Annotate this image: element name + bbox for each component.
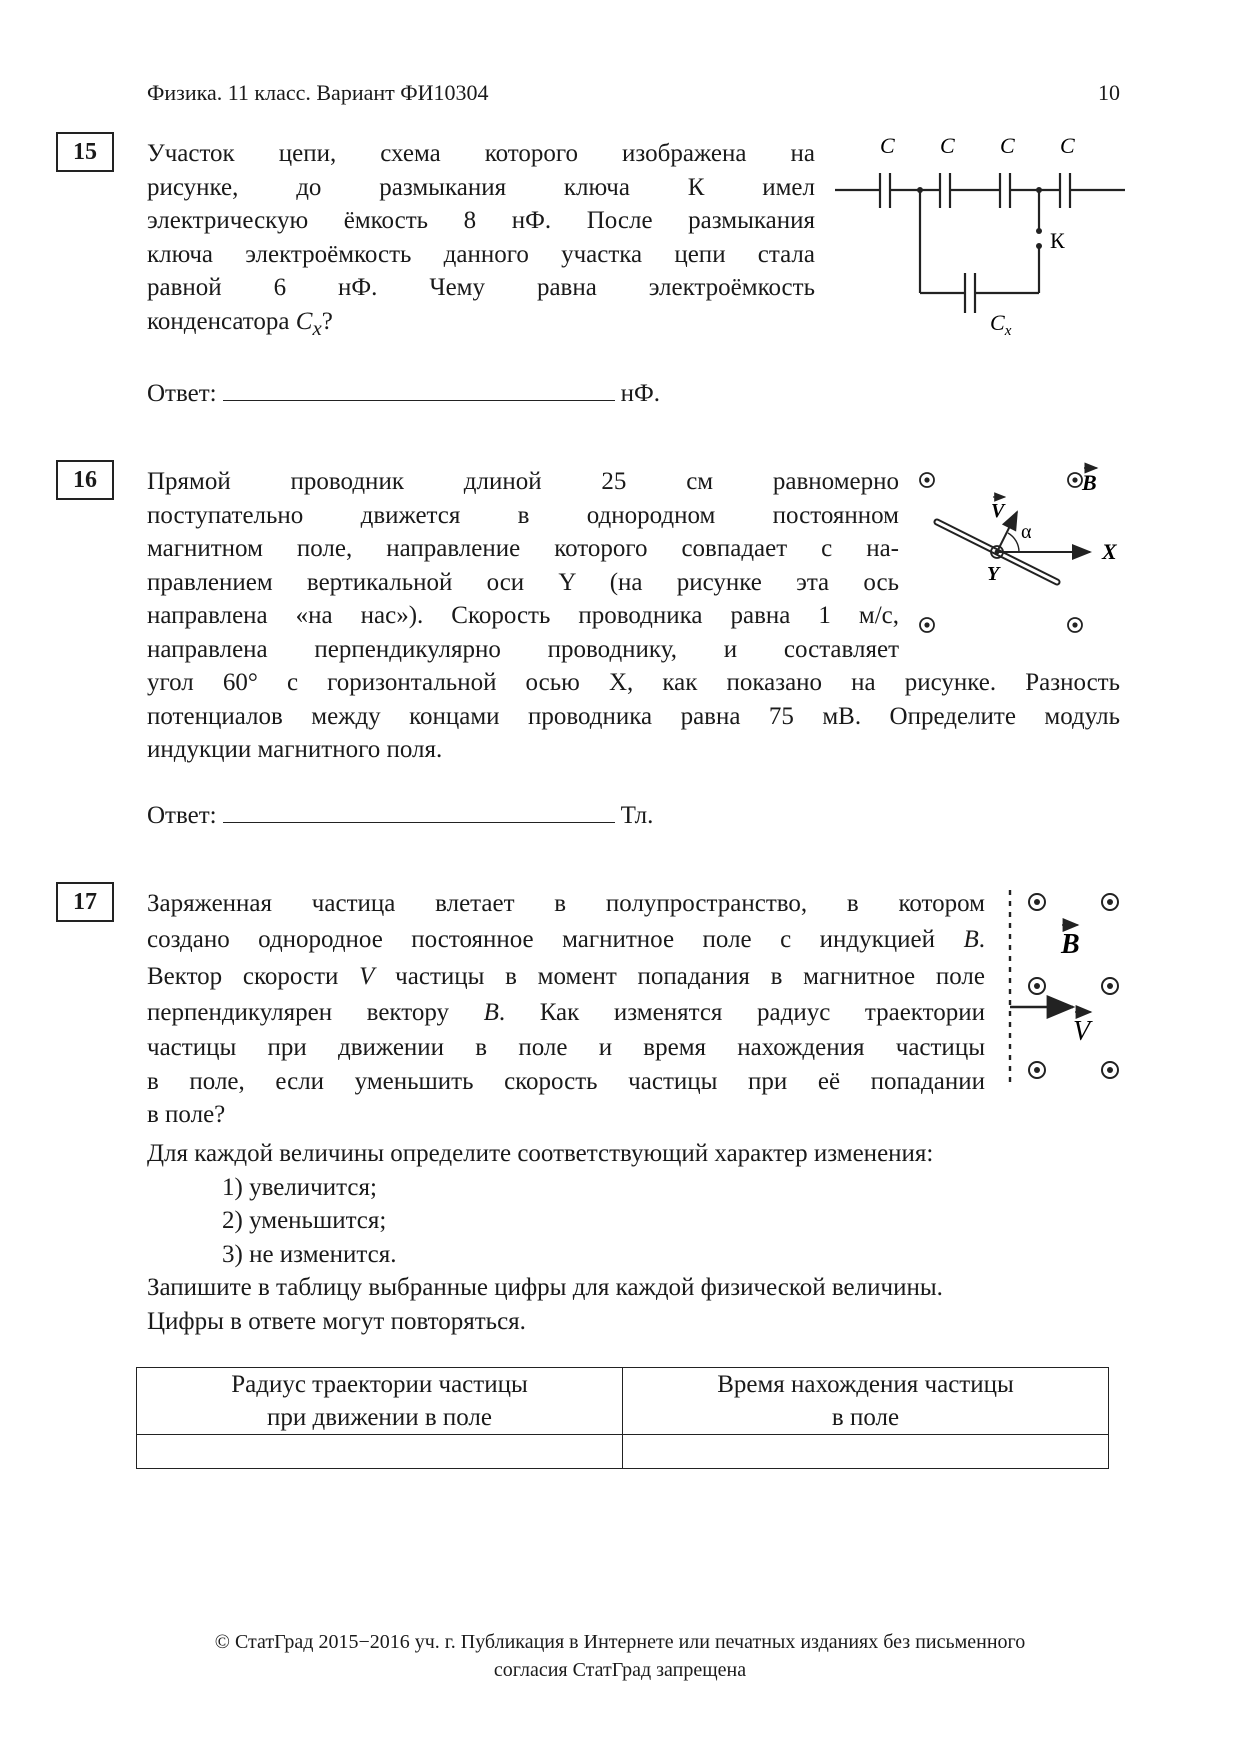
v-label: V <box>1073 1016 1091 1047</box>
q15-answer-line: Ответ: нФ. <box>147 380 660 407</box>
q17-line-7: в поле? <box>147 1101 226 1128</box>
footer-line-2: согласия СтатГрад запрещена <box>493 1659 747 1681</box>
answer-cell-radius[interactable] <box>137 1435 623 1469</box>
q16-line-7: угол 60° с горизонтальной осью X, как показано на рисунке. Разность <box>147 669 1120 696</box>
question-17-text-top <box>147 887 985 1132</box>
b-label: B <box>1061 929 1080 960</box>
q17-note-1: Запишите в таблицу выбранные цифры для каждой физической величины. <box>147 1274 943 1301</box>
q17-option-1: 1) увеличится; <box>222 1173 377 1201</box>
q16-line-3: магнитном поле, направление которого совпадает с на- <box>147 535 899 562</box>
cap-label-3: C <box>1000 133 1015 158</box>
table-header-radius: Радиус траектории частицы при движении в поле <box>137 1368 623 1435</box>
q16-line-8: потенциалов между концами проводника равна 75 мВ. Определите модуль <box>147 702 1120 730</box>
question-17-number: 17 <box>56 882 114 922</box>
q15-line-2: рисунке, до размыкания ключа К имел <box>147 173 815 201</box>
q16-line-1: Прямой проводник длиной 25 см равномерно <box>147 468 899 495</box>
q16-line-5: направлена «на нас»). Скорость проводника равна 1 м/с, <box>147 602 899 629</box>
q16-line-4: правлением вертикальной оси Y (на рисунке эта ось <box>147 568 899 596</box>
q17-line-1: Заряженная частица влетает в полупространство, в котором <box>147 890 985 917</box>
v-label: V <box>991 500 1005 522</box>
x-axis-label: X <box>1102 539 1117 564</box>
cap-label-2: C <box>940 133 955 158</box>
question-15-number: 15 <box>56 132 114 172</box>
q15-line-6: конденсатора $C_x$? <box>147 307 333 340</box>
question-16-number: 16 <box>56 460 114 500</box>
question-15-text <box>147 137 815 345</box>
cx-label: $C_x$ <box>990 310 1012 339</box>
q17-line-5: частицы при движении в поле и время нахождения частицы <box>147 1034 985 1061</box>
page-number: 10 <box>1098 80 1120 105</box>
q17-instruction: Для каждой величины определите соответствующий характер изменения: <box>147 1140 934 1167</box>
footer-line-1: © СтатГрад 2015−2016 уч. г. Публикация в Интернете или печатных изданиях без письменного <box>214 1631 1026 1653</box>
q15-line-4: ключа электроёмкость данного участка цепи стала <box>147 240 815 268</box>
q17-field-diagram <box>995 880 1135 1095</box>
alpha-label: α <box>1021 521 1032 543</box>
cap-label-4: C <box>1060 133 1075 158</box>
q15-line-5: равной 6 нФ. Чему равна электроёмкость <box>147 274 815 301</box>
q17-option-3: 3) не изменится. <box>222 1240 397 1268</box>
q17-line-2: создано однородное постоянное магнитное поле с индукцией B. <box>147 926 985 953</box>
q15-answer-blank[interactable] <box>223 380 615 401</box>
question-16-text-top <box>147 465 899 666</box>
table-header-time: Время нахождения частицы в поле <box>623 1368 1109 1435</box>
q17-note-2: Цифры в ответе могут повторяться. <box>147 1307 526 1335</box>
q16-line-2: поступательно движется в однородном постоянном <box>147 501 899 529</box>
page-footer <box>60 1628 1180 1684</box>
q16-conductor-diagram <box>905 455 1130 650</box>
q17-line-3: Вектор скорости V частицы в момент попадания в магнитное поле <box>147 963 985 990</box>
y-axis-label: Y <box>987 563 1000 585</box>
field-dots <box>1029 894 1118 1078</box>
table-header-row <box>137 1368 1109 1435</box>
question-17-instructions <box>147 1137 1137 1338</box>
page-header-title: Физика. 11 класс. Вариант ФИ10304 <box>147 80 489 105</box>
q16-answer-blank[interactable] <box>223 802 615 823</box>
table-answer-row <box>137 1435 1109 1469</box>
question-16-text-bottom <box>147 666 1120 767</box>
q16-line-9: индукции магнитного поля. <box>147 736 443 763</box>
q15-line-1: Участок цепи, схема которого изображена на <box>147 140 815 167</box>
q15-line-3: электрическую ёмкость 8 нФ. После размыкания <box>147 207 815 234</box>
key-label: К <box>1050 228 1065 253</box>
q17-answer-table <box>136 1367 1109 1469</box>
q17-option-2: 2) уменьшится; <box>222 1207 387 1234</box>
q17-line-6: в поле, если уменьшить скорость частицы при её попадании <box>147 1067 985 1095</box>
answer-cell-time[interactable] <box>623 1435 1109 1469</box>
cap-label-1: C <box>880 133 895 158</box>
q15-circuit-diagram <box>830 128 1130 343</box>
q16-line-6: направлена перпендикулярно проводнику, и составляет <box>147 635 899 663</box>
q16-answer-line: Ответ: Тл. <box>147 802 654 829</box>
q17-line-4: перпендикулярен вектору B. Как изменятся радиус траектории <box>147 999 985 1026</box>
b-label: B <box>1082 470 1097 495</box>
